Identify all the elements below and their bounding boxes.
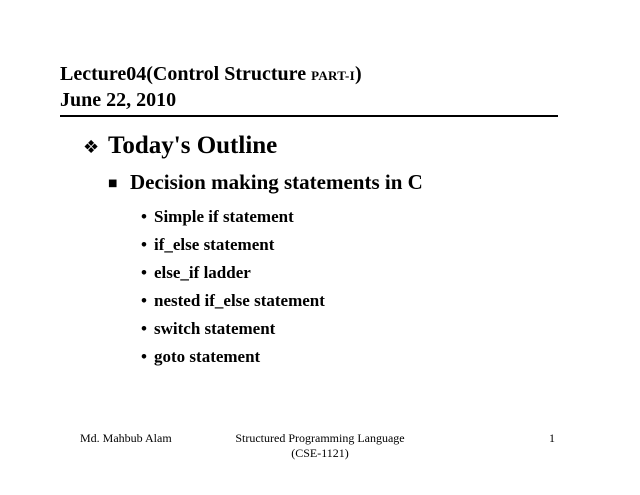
footer-course-name: Structured Programming Language [235,431,405,445]
outline-items [141,203,423,371]
list-item [141,259,423,287]
square-bullet-icon: ■ [108,178,118,189]
title-main: Lecture04(Control Structure [60,63,312,85]
slide-title [60,62,558,117]
list-item [141,343,423,371]
list-item [141,203,423,231]
list-item-text: else_if ladder [154,263,251,282]
footer-page-number: 1 [549,431,555,445]
list-item-text: goto statement [154,347,261,366]
dot-bullet-icon: • [141,263,147,282]
list-item-text: switch statement [154,319,276,338]
title-date: June 22, 2010 [60,89,177,111]
list-item [141,231,423,259]
list-item [141,287,423,315]
outline-subheading [108,167,423,202]
list-item-text: nested if_else statement [154,291,325,310]
title-line-1 [60,62,558,88]
outline [83,130,423,371]
title-part-label: PART-I [311,68,356,83]
footer-course-code: (CSE-1121) [291,446,349,460]
dot-bullet-icon: • [141,235,147,254]
title-close-paren: ) [355,63,362,85]
list-item-text: if_else statement [154,235,275,254]
outline-heading [83,130,423,164]
outline-subheading-text: Decision making statements in C [130,170,423,194]
footer-course [230,431,410,461]
list-item [141,315,423,343]
footer-author: Md. Mahbub Alam [80,431,172,445]
outline-heading-text: Today's Outline [108,132,278,159]
dot-bullet-icon: • [141,347,147,366]
dot-bullet-icon: • [141,291,147,310]
list-item-text: Simple if statement [154,207,294,226]
diamond-bullet-icon: ❖ [83,137,100,158]
dot-bullet-icon: • [141,207,147,226]
dot-bullet-icon: • [141,319,147,338]
